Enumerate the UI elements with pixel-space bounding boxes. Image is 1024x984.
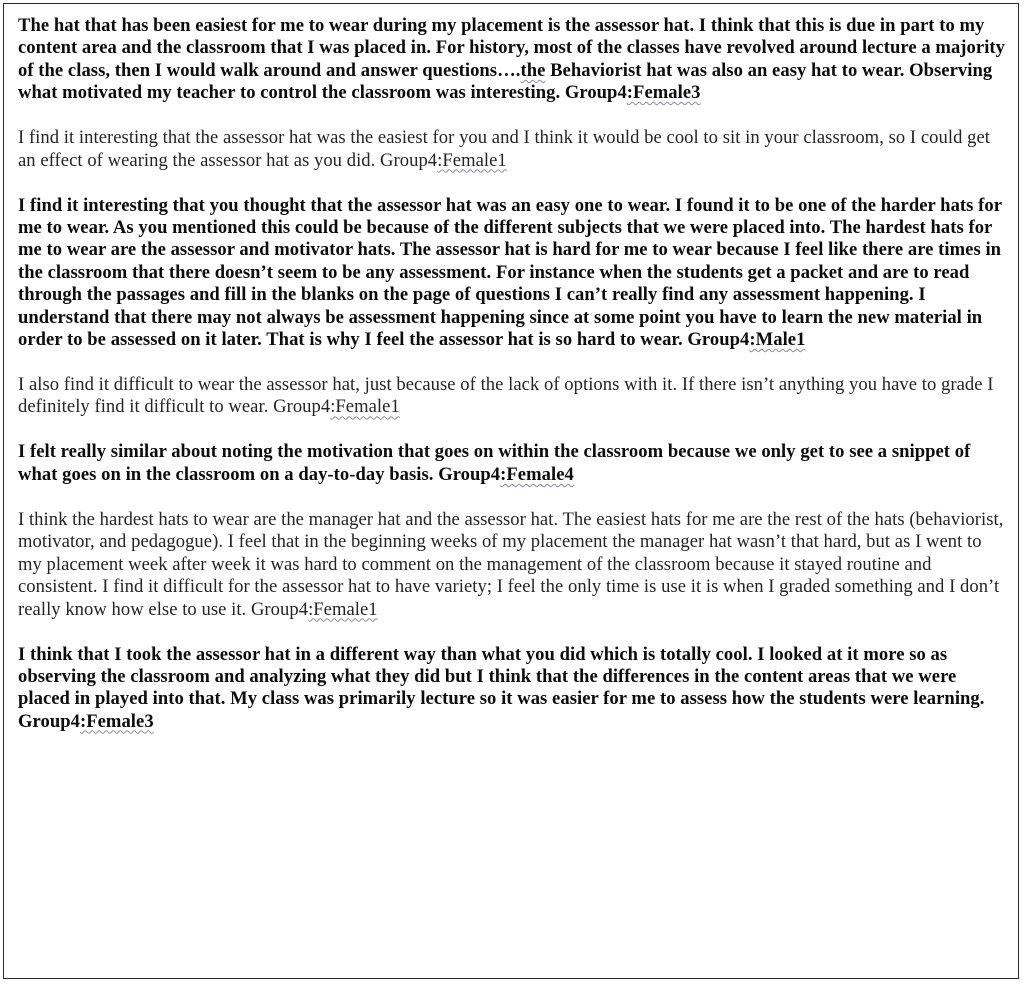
post-3-text: I find it interesting that you thought that the assessor hat was an easy one to wear. I found it to be one of the harder hats for me to wear. As you mentioned this could be because of the different subjects that we were placed into. The hardest hats for me to wear are the assessor and motivator hats. The assessor hat is hard for me to wear because I feel like there are times in the classroom that there doesn’t seem to be any assessment. For instance when the students get a packet and are to read through the passages and fill in the blanks on the page of questions I can’t really find any assessment happening. I understand that there may not always be assessment happening since at some point you have to learn the new material in order to be assessed on it later. That is why I feel the assessor hat is so hard to wear. Group4 [18, 194, 1002, 351]
discussion-thread [18, 15, 1010, 756]
post-5-text: I felt really similar about noting the motivation that goes on within the classroom because we only get to see a snippet of what goes on in the classroom on a day-to-day basis. Group4 [18, 441, 971, 485]
post-2 [18, 127, 1010, 172]
post-7-author-tag: :Female3 [79, 710, 154, 732]
post-3-author-tag: :Male1 [749, 329, 806, 351]
post-5 [18, 441, 1010, 486]
post-1 [18, 15, 1010, 105]
post-4 [18, 374, 1010, 419]
post-4-text: I also find it difficult to wear the assessor hat, just because of the lack of options with it. If there isn’t anything you have to grade I definitely find it difficult to wear. Group4 [18, 374, 994, 418]
post-7 [18, 644, 1010, 734]
post-1-text-continued: Behaviorist hat was also an easy hat to wear. Observing what motivated my teacher to control the classroom was interesting. Group4 [18, 59, 993, 104]
post-5-author-tag: :Female4 [500, 463, 574, 485]
post-7-text: I think that I took the assessor hat in a different way than what you did which is totally cool. I looked at it more so as observing the classroom and analyzing what they did but I think that the differences in the content areas that we were placed in played into that. My class was primarily lecture so it was easier for me to assess how the students were learning. Group4 [18, 643, 985, 732]
post-3 [18, 195, 1010, 352]
post-1-author-tag: :Female3 [626, 82, 701, 104]
post-4-author-tag: :Female1 [330, 396, 400, 418]
post-2-author-tag: :Female1 [437, 149, 507, 171]
document-frame [3, 3, 1019, 979]
post-6-author-tag: :Female1 [308, 598, 378, 620]
post-1-flagged-word: the [520, 59, 546, 81]
post-6-text: I think the hardest hats to wear are the manager hat and the assessor hat. The easiest hats for me are the rest of the hats (behaviorist, motivator, and pedagogue). I feel that in the beginning weeks of my placement the manager hat wasn’t that hard, but as I went to my placement week after week it was hard to comment on the management of the classroom because it stayed routine and consistent. I find it difficult for the assessor hat to have variety; I feel the only time is use it is when I graded something and I don’t really know how else to use it. Group4 [18, 508, 1004, 620]
post-6 [18, 509, 1010, 621]
post-2-text: I find it interesting that the assessor hat was the easiest for you and I think it would be cool to sit in your classroom, so I could get an effect of wearing the assessor hat as you did. Group4 [18, 127, 990, 171]
post-1-text: The hat that has been easiest for me to wear during my placement is the assessor hat. I think that this is due in part to my content area and the classroom that I was placed in. For history, most of the classes have revolved around lecture a majority of the class, then I would walk around and answer questions…. [18, 15, 1006, 81]
